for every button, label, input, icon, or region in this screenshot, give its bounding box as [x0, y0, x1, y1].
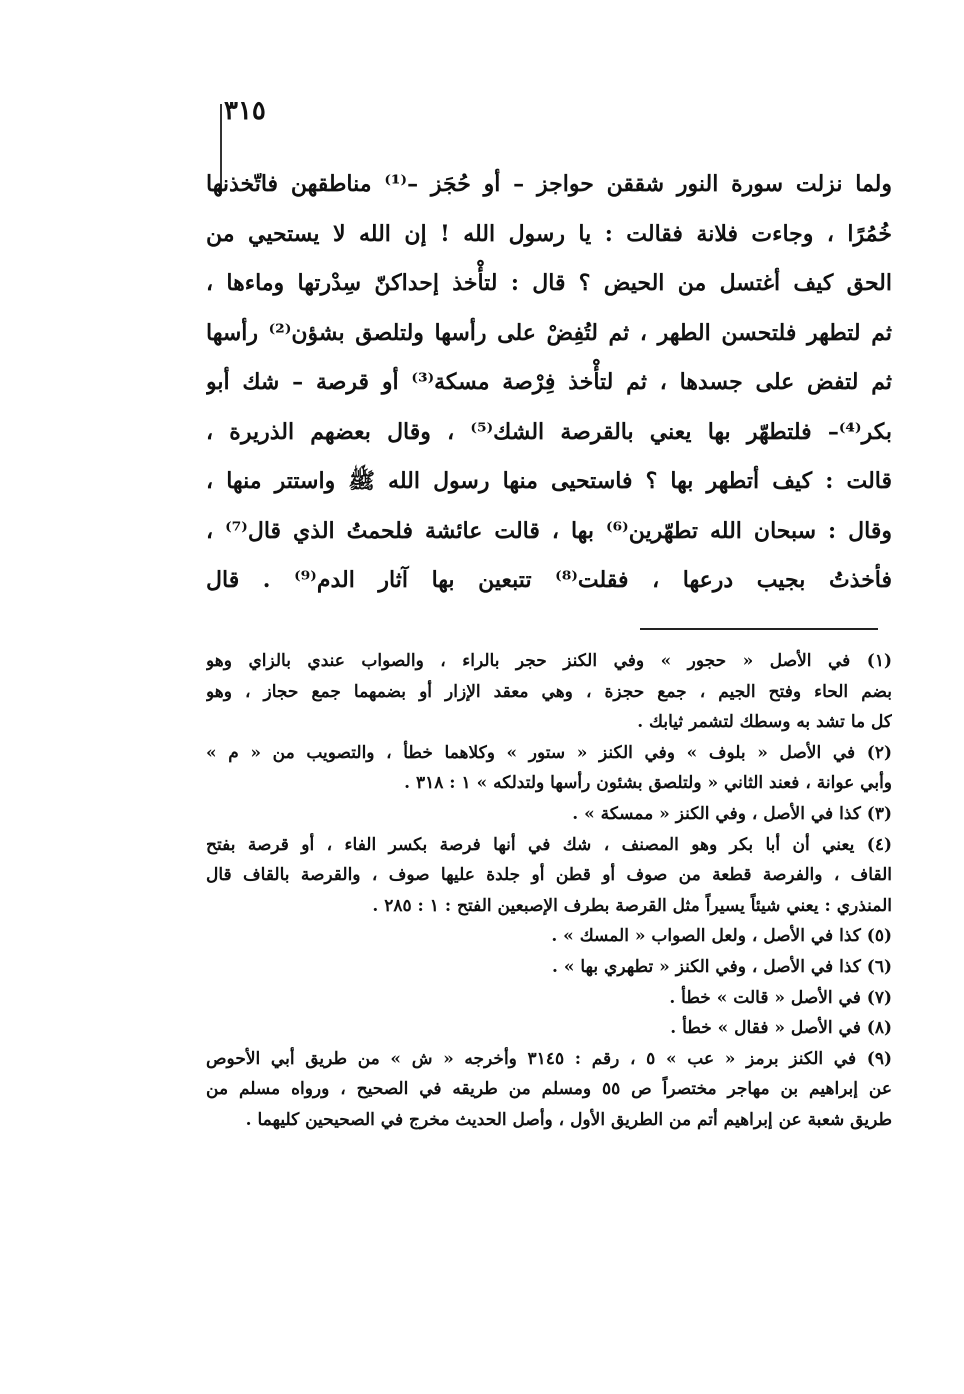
footnote-divider: [640, 628, 878, 630]
main-text: [206, 160, 892, 606]
footnote-line: كل ما تشد به وسطك لتشمر ثيابك .: [637, 712, 892, 733]
footnote-line: عن إبراهيم بن مهاجر مختصراً ص ٥٥ ومسلم من طريقه في الصحيح ، ورواه مسلم من: [206, 1079, 892, 1100]
footnote-line: المنذري : يعني شيئاً يسيراً مثل القرصة بطرف الإصبعين الفتح : ١ : ٢٨٥ .: [372, 895, 892, 916]
text-line: ثم لتطهر فلتحسن الطهر ، ثم لتُفِضْ على رأسها ولتلصق بشؤن⁽²⁾ رأسها: [206, 319, 892, 346]
text-line: خُمُرًا ، وجاءت فلانة فقالت : يا رسول الله ! إن الله لا يستحيي من: [206, 220, 892, 247]
footnote-line: (٣) كذا في الأصل ، وفي الكنز « ممسكة » .: [572, 803, 892, 824]
footnote-line: (٢) في الأصل « بلوف » وفي الكنز « ستور » وكلاهما خطأ ، والتصويب من « م »: [206, 742, 892, 763]
footnote-line: (٨) في الأصل « فقال » خطأ .: [670, 1018, 892, 1039]
footnote-line: (٥) كذا في الأصل ، ولعل الصواب « المسك » .: [551, 926, 892, 947]
text-line: ولما نزلت سورة النور شققن حواجز – أو حُجَز –⁽¹⁾ مناطقهن فاتّخذنها: [206, 171, 892, 197]
text-line: قالت : كيف أتطهر بها ؟ فاستحيى منها رسول الله ﷺ واستتر منها ،: [206, 468, 892, 494]
footnote-line: (٦) كذا في الأصل ، وفي الكنز « تطهري بها » .: [551, 956, 892, 977]
footnote-line: (٤) يعني أن أبا بكر وهو المصنف ، شك في أنها فرصة بكسر الفاء ، أو قرصة بفتح: [206, 834, 892, 855]
text-line: بكر⁽⁴⁾– فلتطهّر بها يعني بالقرصة الشك⁽⁵⁾ ، وقال بعضهم الذريرة ،: [206, 418, 892, 445]
footnote-line: (٧) في الأصل « قالت » خطأ .: [669, 987, 892, 1008]
text-line: وقال : سبحان الله تطهّرين⁽⁶⁾ بها ، قالت عائشة فلحمتُ الذي قال⁽⁷⁾ ،: [206, 517, 892, 544]
footnote-line: طريق شعبة عن إبراهيم أتم من الطريق الأول ، وأصل الحديث مخرج في الصحيحين كليهما .: [245, 1109, 892, 1130]
text-line: ثم لتفض على جسدها ، ثم لتأْخذ فِرْصة مسكة⁽³⁾ أو قرصة – شك أبو: [206, 369, 892, 395]
text-line: الحق كيف أغتسل من الحيض ؟ قال : لتأْخذ إحداكنّ سِدْرتها وماءها ،: [206, 270, 892, 296]
text-line: فأخذتُ بجيب درعها ، فقلت⁽⁸⁾ تتبعين بها آثار الدم⁽⁹⁾ . قال: [206, 567, 892, 593]
footnote-line: وأبي عوانة ، فعند الثاني « ولتلصق بشئون رأسها ولتدلكه » ١ : ٣١٨ .: [404, 773, 892, 794]
footnote-line: (٩) في الكنز برمز « عب » ٥ ، رقم : ٣١٤٥ وأخرجه « ش » من طريق أبي الأحوص: [206, 1048, 892, 1069]
footnote-line: القاف ، والفرصة قطعة من صوف أو قطن أو جلدة عليها صوف ، والقرصة بالقاف قال: [206, 865, 892, 886]
page-number: ٣١٥: [224, 96, 266, 126]
footnotes: [206, 646, 892, 1136]
footnote-line: بضم الحاء وفتح الجيم ، جمع حجزة ، وهي معقد الإزار أو بضمهما جمع حجاز ، وهو: [206, 681, 892, 702]
footnote-line: (١) في الأصل « حجور » وفي الكنز حجر بالراء ، والصواب عندي بالزاي وهو: [206, 651, 892, 671]
